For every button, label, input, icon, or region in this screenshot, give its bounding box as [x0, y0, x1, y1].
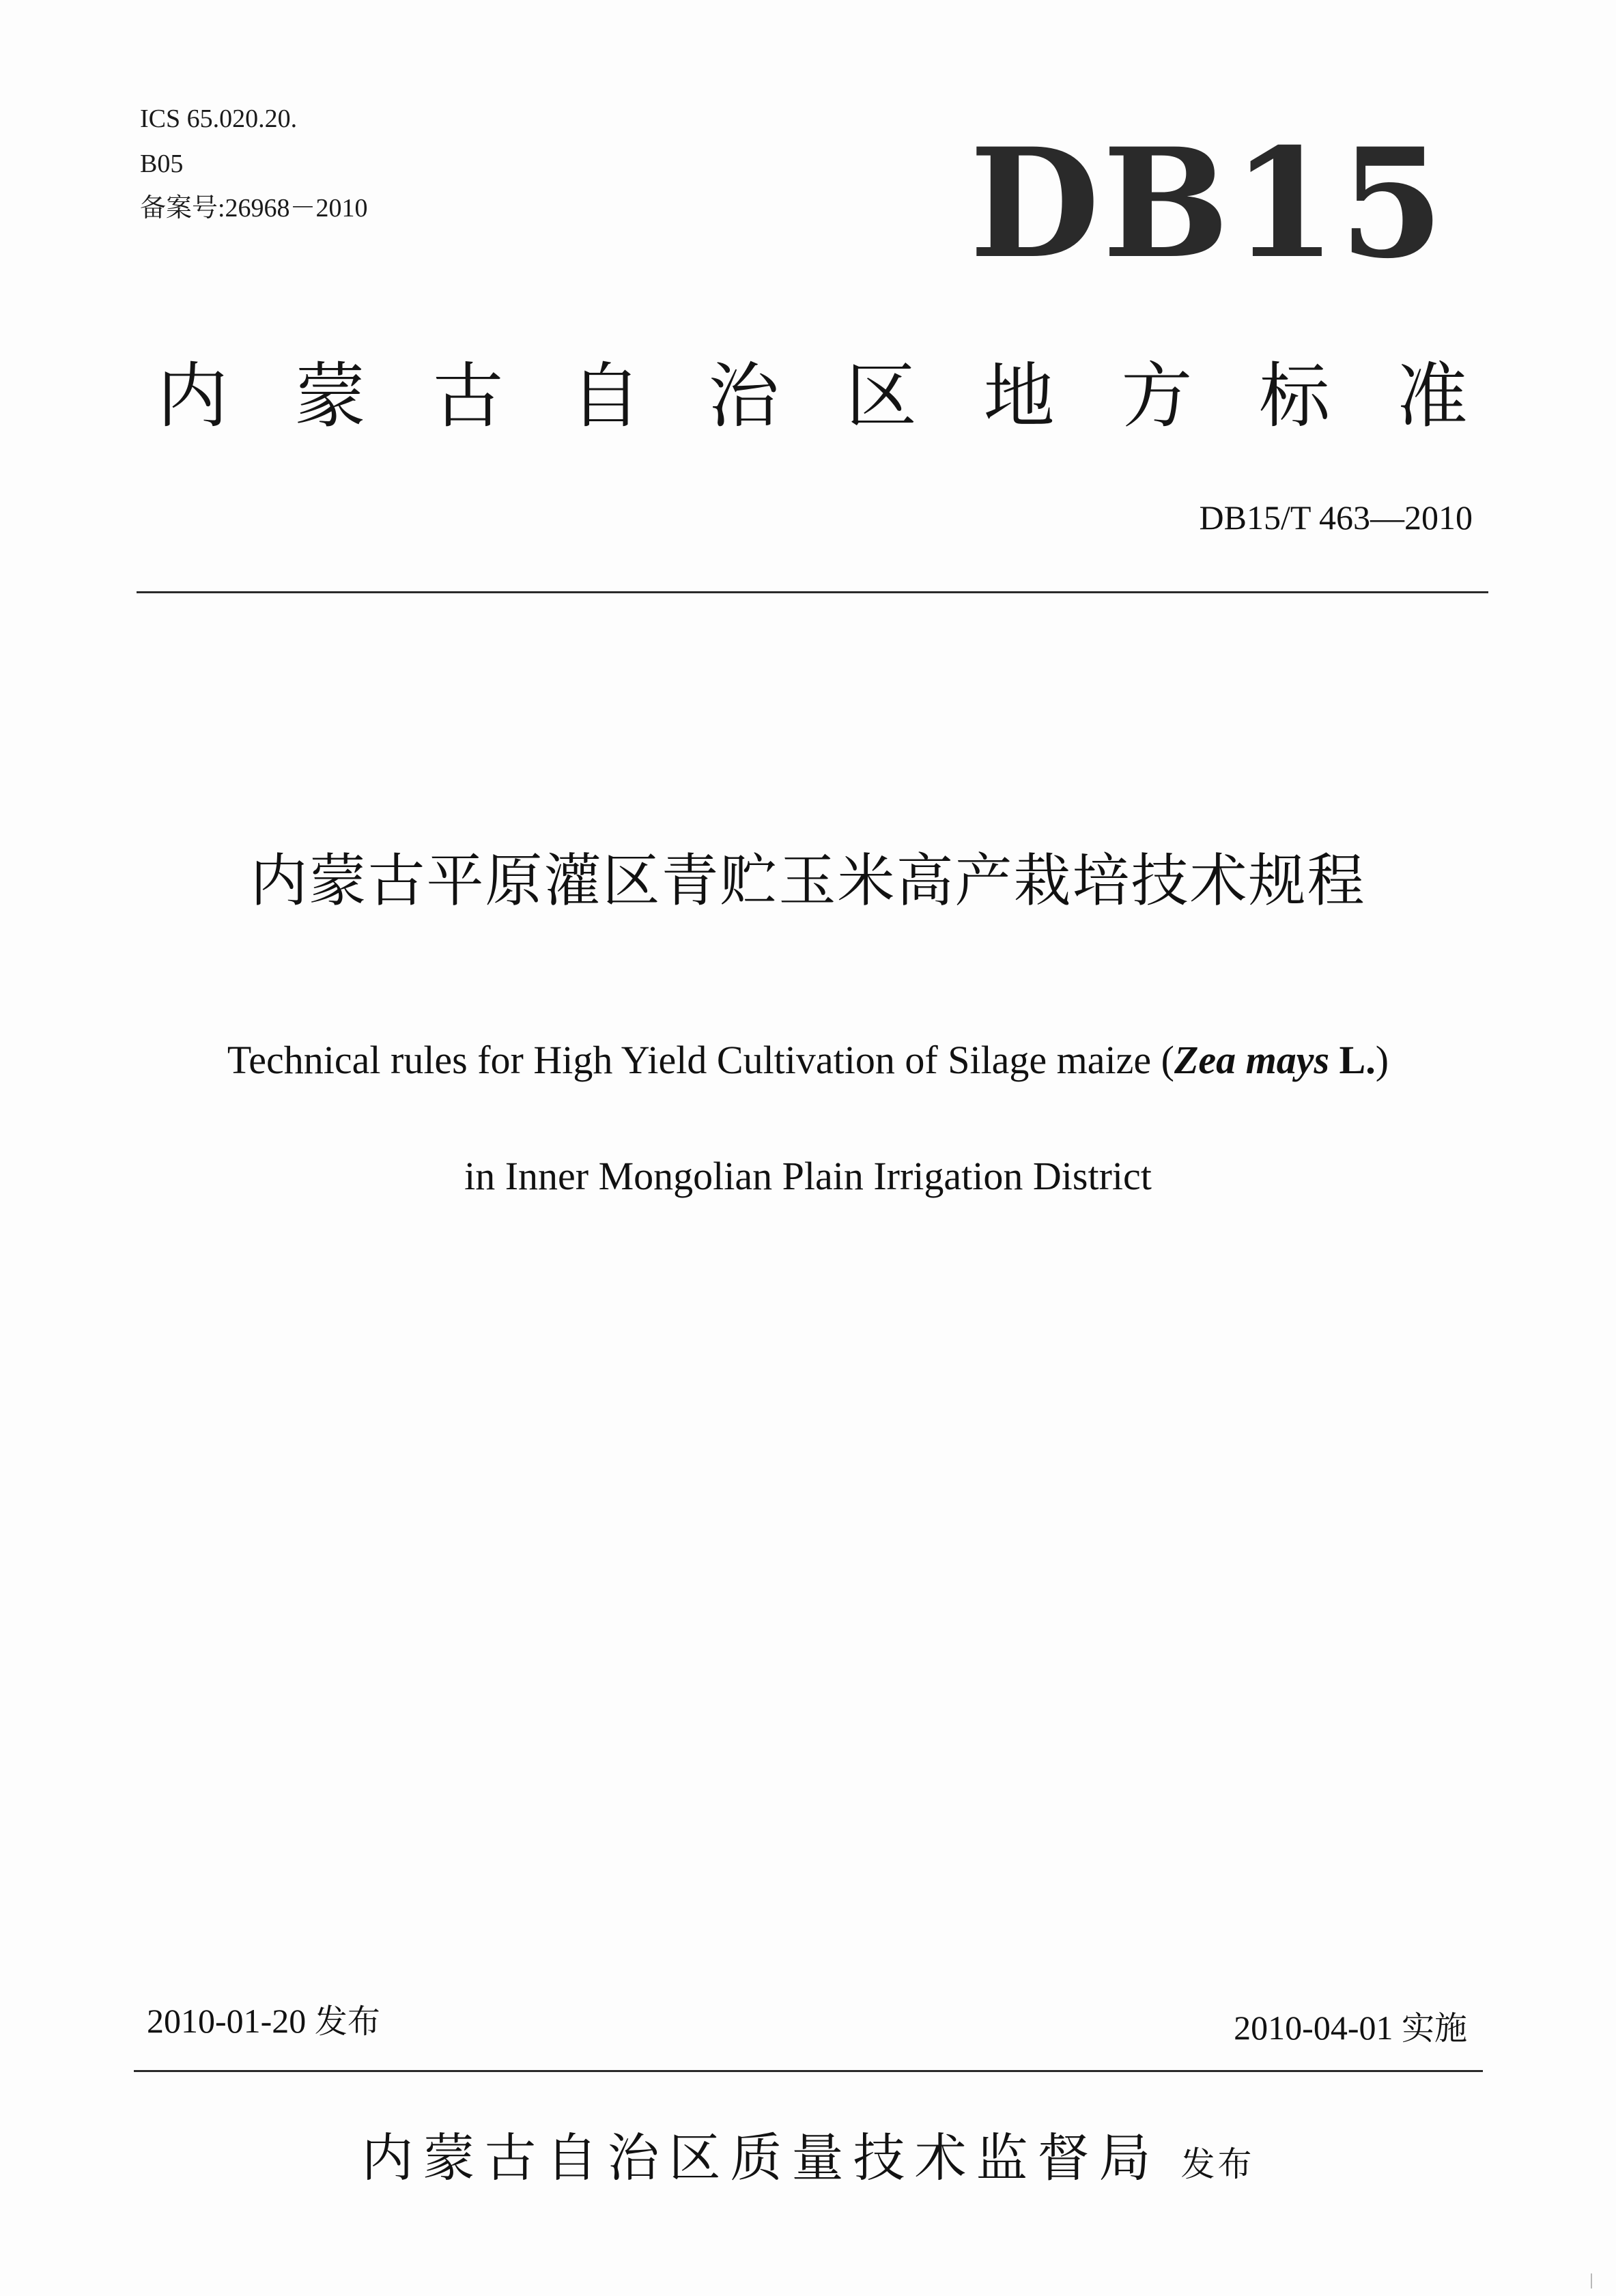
- heading-char: 区: [845, 354, 917, 438]
- english-title-suffix: ): [1375, 1038, 1389, 1082]
- heading-char: 蒙: [294, 354, 366, 438]
- heading-char: 自: [570, 354, 642, 438]
- scientific-name: Zea mays: [1174, 1038, 1330, 1082]
- heading-char: 治: [708, 354, 780, 438]
- standard-category-heading: [157, 355, 1468, 437]
- implementation-label: 实施: [1401, 2009, 1467, 2047]
- issuer-block: [0, 2116, 1616, 2191]
- heading-char: 方: [1121, 354, 1193, 438]
- ccs-code: B05: [140, 150, 184, 178]
- issue-date: 2010-01-20: [147, 2002, 307, 2040]
- scientific-authority: L.: [1329, 1038, 1376, 1082]
- scan-artifact: [1591, 2273, 1592, 2288]
- heading-char: 地: [983, 354, 1055, 438]
- english-title-line-2: in Inner Mongolian Plain Irrigation District: [464, 1154, 1152, 1198]
- implementation-date: 2010-04-01: [1234, 2009, 1393, 2047]
- bottom-divider: [134, 2070, 1483, 2072]
- heading-char: 准: [1396, 354, 1468, 438]
- implementation-date-block: [1234, 2007, 1467, 2049]
- english-title-prefix: Technical rules for High Yield Cultivation of Silage maize (: [227, 1038, 1174, 1082]
- chinese-title: 内蒙古平原灌区青贮玉米高产栽培技术规程: [250, 847, 1366, 914]
- heading-char: 内: [157, 354, 229, 438]
- standard-mark: DB15: [969, 115, 1447, 292]
- ics-code: ICS 65.020.20.: [140, 104, 298, 133]
- standard-number: DB15/T 463—2010: [1199, 498, 1473, 537]
- heading-char: 古: [432, 354, 504, 438]
- issue-date-block: [147, 2000, 380, 2042]
- top-divider: [137, 591, 1488, 593]
- issuer-name: 内蒙古自治区质量技术监督局: [361, 2127, 1161, 2188]
- issuer-suffix: 发布: [1180, 2144, 1255, 2184]
- heading-char: 标: [1259, 354, 1331, 438]
- english-title-line-1: [0, 1038, 1616, 1083]
- registration-number: 备案号:26968－2010: [140, 194, 368, 223]
- issue-label: 发布: [314, 2002, 380, 2041]
